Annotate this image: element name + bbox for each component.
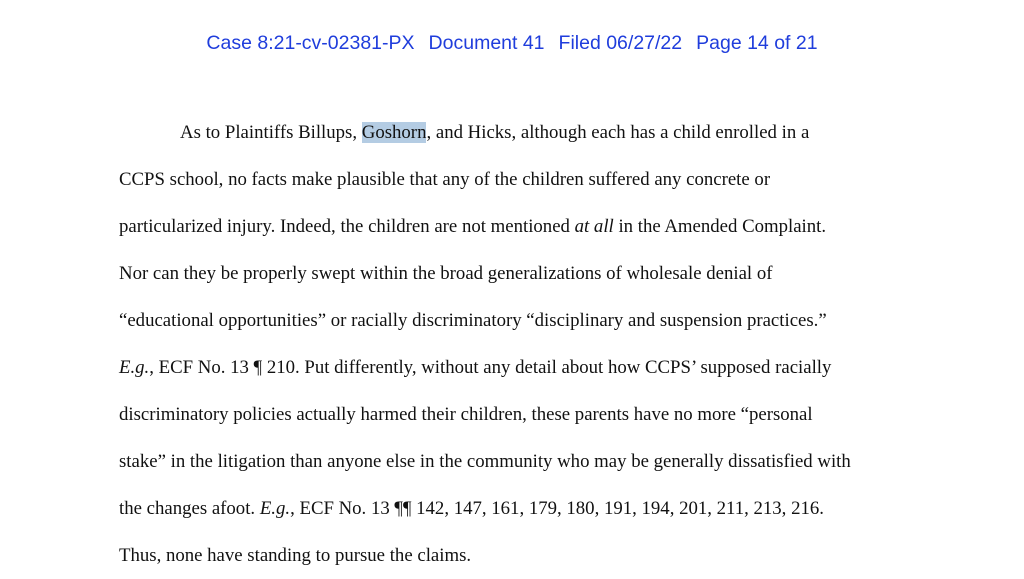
text-line-10: Thus, none have standing to pursue the claims. [119,545,472,566]
text-line-9: the changes afoot. E.g., ECF No. 13 ¶¶ 142, 147, 161, 179, 180, 191, 194, 201, 211, 213, 216. [119,498,824,519]
text-line-8: stake” in the litigation than anyone else in the community who may be generally dissatisfied with [119,451,851,472]
text-line-6: E.g., ECF No. 13 ¶ 210. Put differently, without any detail about how CCPS’ supposed racially [119,357,832,378]
text-line-2: CCPS school, no facts make plausible that any of the children suffered any concrete or [119,169,771,190]
text-line-5: “educational opportunities” or racially discriminatory “disciplinary and suspension practices.” [119,310,827,331]
text-line-4: Nor can they be properly swept within the broad generalizations of wholesale denial of [119,263,773,284]
text-line-7: discriminatory policies actually harmed their children, these parents have no more “personal [119,404,813,425]
search-highlight[interactable]: Goshorn [361,122,427,143]
case-number: Case 8:21-cv-02381-PX [206,32,415,54]
page-indicator: Page 14 of 21 [696,32,818,54]
ecf-header [0,32,1024,55]
filed-date: Filed 06/27/22 [558,32,683,54]
text-line-1: As to Plaintiffs Billups, Goshorn, and Hicks, although each has a child enrolled in a [180,122,810,143]
text-line-3: particularized injury. Indeed, the children are not mentioned at all in the Amended Complaint. [119,216,827,237]
document-number: Document 41 [428,32,545,54]
